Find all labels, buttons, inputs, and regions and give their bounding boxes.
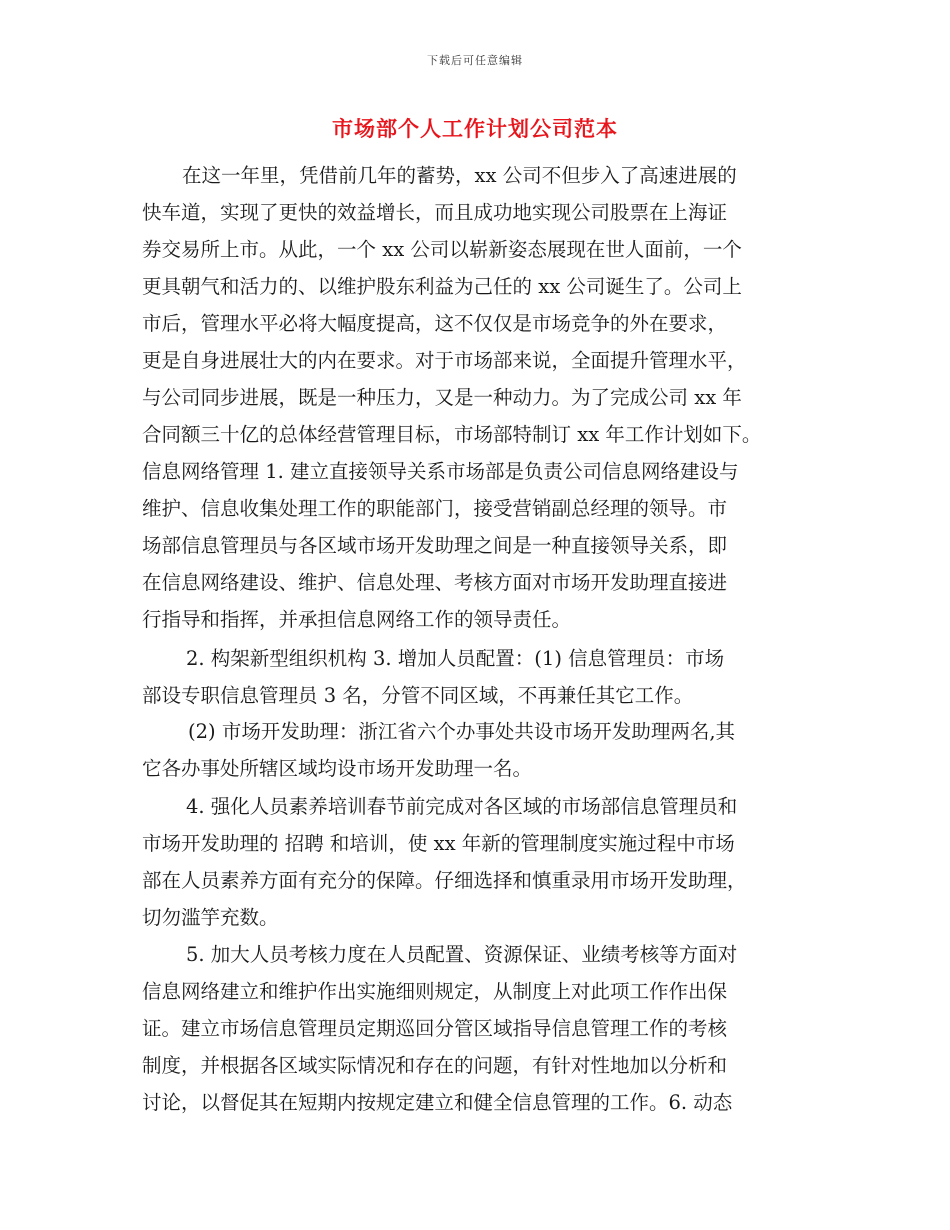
body-line: 2. 构架新型组织机构 3. 增加人员配置：(1) 信息管理员：市场	[186, 647, 725, 670]
body-line: 部设专职信息管理员 3 名，分管不同区域，不再兼任其它工作。	[142, 684, 694, 707]
body-line: 与公司同步进展，既是一种压力，又是一种动力。为了完成公司 xx 年	[142, 386, 742, 409]
body-line: 讨论，以督促其在短期内按规定建立和健全信息管理的工作。6. 动态	[142, 1091, 733, 1114]
body-line: 行指导和指挥，并承担信息网络工作的领导责任。	[142, 608, 572, 631]
body-line: 信息网络建立和维护作出实施细则规定，从制度上对此项工作作出保	[142, 980, 728, 1003]
body-line: 5. 加大人员考核力度在人员配置、资源保证、业绩考核等方面对	[186, 943, 738, 966]
body-line: 它各办事处所辖区域均设市场开发助理一名。	[142, 757, 533, 780]
body-line: (2) 市场开发助理：浙江省六个办事处共设市场开发助理两名,其	[188, 720, 736, 743]
body-line: 券交易所上市。从此，一个 xx 公司以崭新姿态展现在世人面前，一个	[142, 238, 742, 261]
body-line: 切勿滥竽充数。	[142, 906, 279, 929]
body-line: 更具朝气和活力的、以维护股东利益为己任的 xx 公司诞生了。公司上	[142, 275, 742, 298]
body-line: 合同额三十亿的总体经营管理目标，市场部特制订 xx 年工作计划如下。	[142, 423, 762, 446]
body-line: 市后，管理水平必将大幅度提高，这不仅仅是市场竞争的外在要求，	[142, 312, 728, 335]
body-line: 市场开发助理的 招聘 和培训，使 xx 年新的管理制度实施过程中市场	[142, 832, 735, 855]
body-line: 制度，并根据各区域实际情况和存在的问题，有针对性地加以分析和	[142, 1054, 728, 1077]
body-line: 快车道，实现了更快的效益增长，而且成功地实现公司股票在上海证	[142, 201, 728, 224]
body-line: 部在人员素养方面有充分的保障。仔细选择和慎重录用市场开发助理，	[142, 869, 747, 892]
body-line: 场部信息管理员与各区域市场开发助理之间是一种直接领导关系，即	[142, 534, 728, 557]
body-line: 4. 强化人员素养培训春节前完成对各区域的市场部信息管理员和	[186, 795, 738, 818]
header-note: 下载后可任意编辑	[427, 54, 523, 67]
document-title: 市场部个人工作计划公司范本	[332, 116, 618, 141]
body-line: 在信息网络建设、维护、信息处理、考核方面对市场开发助理直接进	[142, 571, 728, 594]
body-line: 证。建立市场信息管理员定期巡回分管区域指导信息管理工作的考核	[142, 1017, 728, 1040]
body-line: 更是自身进展壮大的内在要求。对于市场部来说，全面提升管理水平，	[142, 349, 747, 372]
body-line: 维护、信息收集处理工作的职能部门，接受营销副总经理的领导。市	[142, 497, 728, 520]
body-line: 信息网络管理 1. 建立直接领导关系市场部是负责公司信息网络建设与	[142, 460, 739, 483]
body-line: 在这一年里，凭借前几年的蓄势，xx 公司不但步入了高速进展的	[182, 164, 737, 187]
